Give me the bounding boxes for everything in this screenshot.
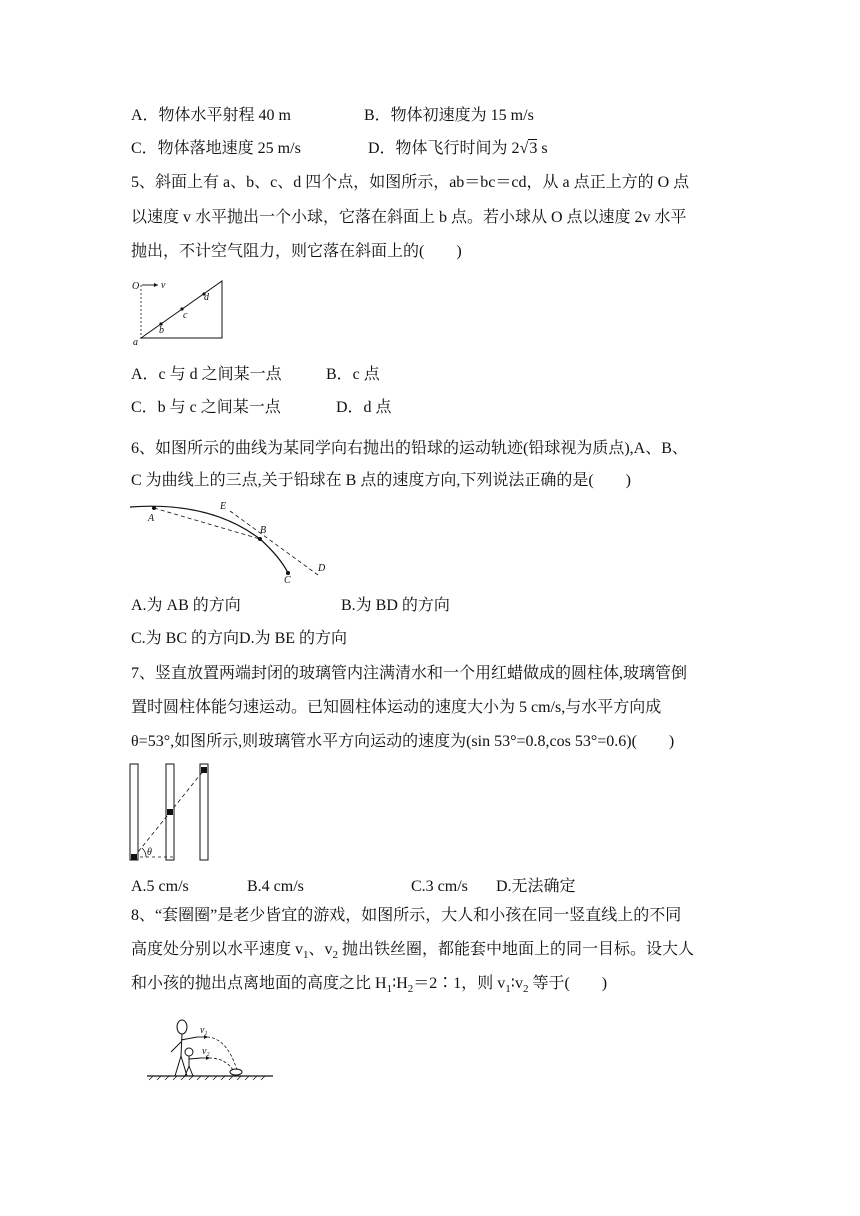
q8-line3-a: 和小孩的抛出点离地面的高度之比 H <box>131 975 387 992</box>
q7-option-d: D.无法确定 <box>496 878 576 895</box>
q6-label-a: A <box>148 513 155 524</box>
q6-label-d: D <box>318 563 326 574</box>
q8-line2-sub1: 1 <box>303 949 309 962</box>
q8-line3-sub1: 1 <box>386 983 393 996</box>
q8-line3-d: ∶v <box>510 975 523 992</box>
q8-line2-b: 、v <box>308 941 333 958</box>
q7-option-b: B.4 cm/s <box>247 878 304 895</box>
q5-option-a: A．c 与 d 之间某一点 <box>131 366 282 383</box>
q8-line2-a: 高度处分别以水平速度 v <box>131 941 304 958</box>
sqrt-symbol: √3 <box>519 140 538 157</box>
q7-option-a: A.5 cm/s <box>131 878 189 895</box>
q5-label-v: v <box>161 280 166 291</box>
q7-label-theta: θ <box>147 847 152 858</box>
q7-line-1: 7、竖直放置两端封闭的玻璃管内注满清水和一个用红蜡做成的圆柱体,玻璃管倒 <box>131 665 688 682</box>
q6-option-a: A.为 AB 的方向 <box>131 597 241 614</box>
q5-label-b: b <box>159 325 164 336</box>
q7-glass-tube-figure <box>128 762 218 862</box>
q4-option-d-radicand: 3 <box>529 140 538 157</box>
q5-option-c: C．b 与 c 之间某一点 <box>131 399 281 416</box>
q5-label-c: c <box>183 310 188 321</box>
q8-line2-sub2: 2 <box>332 949 339 962</box>
q5-line-2: 以速度 v 水平抛出一个小球，它落在斜面上 b 点。若小球从 O 点以速度 2v 水平 <box>131 209 687 226</box>
q5-line-1: 5、斜面上有 a、b、c、d 四个点，如图所示，ab＝bc＝cd，从 a 点正上方的 O 点 <box>131 174 690 191</box>
q4-option-b: B．物体初速度为 15 m/s <box>364 107 534 124</box>
q8-line3-sub2: 2 <box>407 983 414 996</box>
q4-option-a: A．物体水平射程 40 m <box>131 107 292 124</box>
q4-option-c: C．物体落地速度 25 m/s <box>131 140 301 157</box>
q5-option-d: D．d 点 <box>336 399 392 416</box>
q8-label-v2-sub: 2 <box>206 1052 210 1058</box>
q6-trajectory-figure <box>130 495 340 585</box>
q7-line-3: θ=53°,如图所示,则玻璃管水平方向运动的速度为(sin 53°=0.8,cos 53°=0.6)( ) <box>131 733 675 750</box>
q8-label-v1-letter: v <box>200 1025 205 1036</box>
q6-line-1: 6、如图所示的曲线为某同学向右抛出的铅球的运动轨迹(铅球视为质点),A、B、 <box>131 440 688 457</box>
q8-line2-c: 抛出铁丝圈，都能套中地面上的同一目标。设大人 <box>338 941 695 958</box>
q8-label-v1 <box>200 1025 207 1037</box>
q8-label-v1-sub: 1 <box>204 1031 208 1037</box>
q6-line-2: C 为曲线上的三点,关于铅球在 B 点的速度方向,下列说法正确的是( ) <box>131 472 632 489</box>
q7-option-c: C.3 cm/s <box>411 878 468 895</box>
q8-label-v2 <box>202 1046 209 1058</box>
q4-option-d-prefix: D．物体飞行时间为 2 <box>368 140 520 157</box>
q8-line-1: 8、“套圈圈”是老少皆宜的游戏，如图所示，大人和小孩在同一竖直线上的不同 <box>131 907 682 924</box>
q6-option-cd: C.为 BC 的方向D.为 BE 的方向 <box>131 630 348 647</box>
q8-line3-sub4: 2 <box>522 983 529 996</box>
q5-label-o: O <box>132 281 140 292</box>
q5-incline-figure <box>130 278 240 348</box>
q8-line-2 <box>131 939 694 961</box>
q8-label-v2-letter: v <box>202 1046 207 1057</box>
q6-label-e: E <box>220 501 227 512</box>
q8-line3-sub3: 1 <box>505 983 511 996</box>
q5-label-a: a <box>133 337 138 348</box>
q5-label-d: d <box>204 292 209 303</box>
q4-option-d <box>368 138 548 160</box>
q7-line-2: 置时圆柱体能匀速运动。已知圆柱体运动的速度大小为 5 cm/s,与水平方向成 <box>131 699 662 716</box>
q8-line3-c: ＝2∶1，则 v <box>413 975 506 992</box>
q4-option-d-suffix: s <box>537 140 548 157</box>
q6-option-b: B.为 BD 的方向 <box>341 597 450 614</box>
q8-line3-e: 等于( ) <box>528 975 608 992</box>
q8-line3-b: ∶H <box>392 975 408 992</box>
q5-line-3: 抛出，不计空气阻力，则它落在斜面上的( ) <box>131 243 462 260</box>
q5-option-b: B．c 点 <box>326 366 380 383</box>
q8-line-3 <box>131 973 607 995</box>
q8-ring-toss-figure <box>145 1018 275 1080</box>
q6-label-c: C <box>284 575 291 586</box>
q6-label-b: B <box>260 525 267 536</box>
